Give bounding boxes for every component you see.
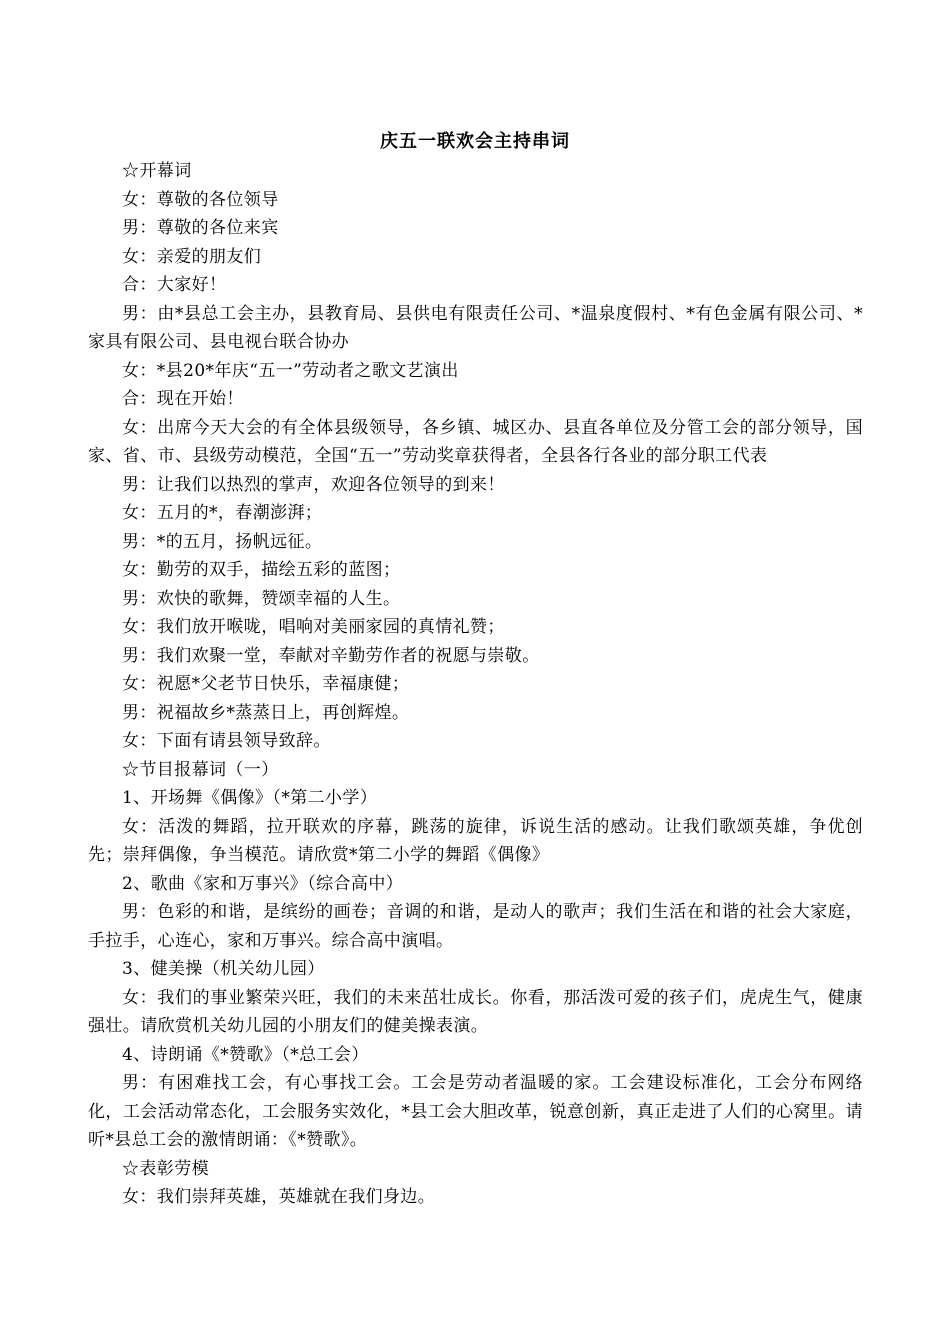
paragraph: 3、健美操（机关幼儿园）: [122, 959, 325, 979]
paragraph: 女：五月的*，春潮澎湃；: [122, 503, 323, 523]
paragraph: 女：出席今天大会的有全体县级领导，各乡镇、城区办、县直各单位及分管工会的部分领导，国家、省、市、县级劳动模范，全国“五一”劳动奖章获得者，全县各行各业的部分职工代表: [88, 417, 863, 466]
paragraph: 合：现在开始！: [122, 389, 244, 409]
document-body: [88, 157, 863, 1212]
paragraph: 合：大家好！: [122, 275, 227, 295]
paragraph: ☆表彰劳模: [122, 1158, 209, 1179]
paragraph: 女：活泼的舞蹈，拉开联欢的序幕，跳荡的旋律，诉说生活的感动。让我们歌颂英雄，争优创先；崇拜偶像，争当模范。请欣赏*第二小学的舞蹈《偶像》: [88, 816, 863, 865]
paragraph: 女：我们崇拜英雄，英雄就在我们身边。: [122, 1187, 436, 1207]
paragraph: 女：我们放开喉咙，唱响对美丽家园的真情礼赞；: [122, 617, 505, 637]
paragraph: 男：我们欢聚一堂，奉献对辛勤劳作者的祝愿与崇敬。: [122, 645, 540, 666]
paragraph: 女：尊敬的各位领导: [122, 189, 279, 210]
paragraph: 男：让我们以热烈的掌声，欢迎各位领导的到来！: [122, 474, 505, 495]
paragraph: 女：下面有请县领导致辞。: [122, 731, 331, 751]
paragraph: 男：由*县总工会主办，县教育局、县供电有限责任公司、*温泉度假村、*有色金属有限公司、*家具有限公司、县电视台联合协办: [88, 303, 863, 352]
paragraph: 4、诗朗诵《*赞歌》（*总工会）: [122, 1044, 369, 1065]
paragraph: 男：有困难找工会，有心事找工会。工会是劳动者温暖的家。工会建设标准化，工会分布网络化，工会活动常态化，工会服务实效化，*县工会大胆改革，锐意创新，真正走进了人们的心窝里。请听*县总工会的激情朗诵：《*赞歌》。: [88, 1073, 863, 1150]
paragraph: 女：祝愿*父老节日快乐，幸福康健；: [122, 674, 410, 694]
paragraph: 男：尊敬的各位来宾: [122, 218, 279, 238]
paragraph: 男：色彩的和谐，是缤纷的画卷；音调的和谐，是动人的歌声；我们生活在和谐的社会大家庭，手拉手，心连心，家和万事兴。综合高中演唱。: [88, 902, 863, 951]
paragraph: ☆节目报幕词（一）: [122, 759, 279, 780]
paragraph: 男：祝福故乡*蒸蒸日上，再创辉煌。: [122, 702, 410, 723]
paragraph: 男：*的五月，扬帆远征。: [122, 531, 323, 552]
paragraph: 女：*县20*年庆“五一”劳动者之歌文艺演出: [122, 360, 459, 381]
paragraph: 女：亲爱的朋友们: [122, 246, 262, 267]
paragraph: 1、开场舞《偶像》（*第二小学）: [122, 788, 378, 808]
paragraph: 女：我们的事业繁荣兴旺，我们的未来茁壮成长。你看，那活泼可爱的孩子们，虎虎生气，健康强壮。请欣赏机关幼儿园的小朋友们的健美操表演。: [88, 987, 863, 1036]
paragraph: 2、歌曲《家和万事兴》（综合高中）: [122, 873, 404, 894]
paragraph: 女：勤劳的双手，描绘五彩的蓝图；: [122, 560, 401, 580]
paragraph: 男：欢快的歌舞，赞颂幸福的人生。: [122, 588, 401, 609]
paragraph: ☆开幕词: [122, 161, 192, 181]
document-title: 庆五一联欢会主持串词: [380, 131, 570, 152]
